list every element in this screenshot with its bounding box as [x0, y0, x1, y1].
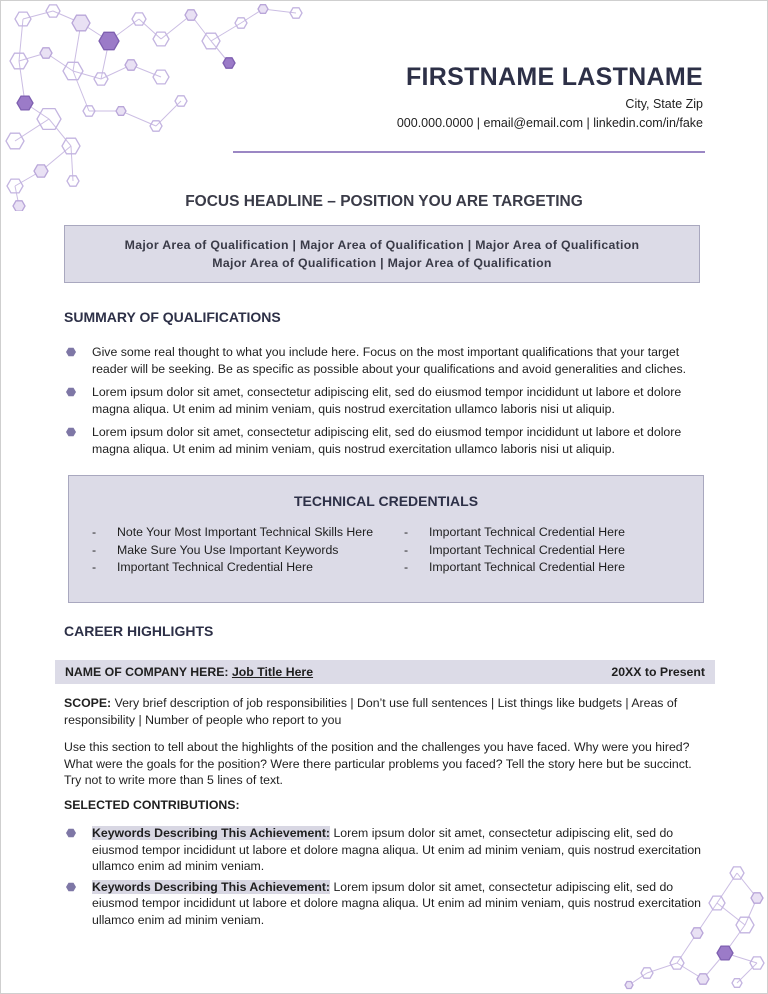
hexagon-shape — [40, 48, 52, 58]
dash-bullet: - — [404, 560, 409, 574]
summary-item — [64, 344, 704, 377]
career-title: CAREER HIGHLIGHTS — [64, 623, 214, 639]
technical-item — [404, 542, 625, 560]
hexagon-bullet-icon — [66, 427, 76, 437]
position-story: Use this section to tell about the highlights of the position and the challenges you have faced. Why were you hired? What were the goals for the position? Were there particular problems you faced? Tell the story here but be succinct. Try not to write more than 5 lines of text. — [64, 740, 692, 787]
scope-text: Very brief description of job responsibilities | Don’t use full sentences | List things like budgets | Areas of responsibility | Number of people who report to you — [64, 696, 678, 727]
contribution-keyword: Keywords Describing This Achievement: — [92, 826, 331, 840]
company-job-line — [65, 665, 313, 679]
technical-item — [404, 559, 625, 577]
technical-item-text: Important Technical Credential Here — [429, 542, 625, 557]
scope-paragraph — [64, 695, 706, 728]
summary-title: SUMMARY OF QUALIFICATIONS — [64, 309, 281, 325]
summary-item-text: Give some real thought to what you include here. Focus on the most important qualifications that your target reader will be seeking. Be as specific as possible about your qualifications and avoid generalities and cliches. — [92, 345, 687, 376]
summary-item-text: Lorem ipsum dolor sit amet, consectetur adipiscing elit, sed do eiusmod tempor incididunt ut labore et dolore magna aliqua. Ut enim ad minim veniam, quis nostrud exercitation ullamco laboris nisi ut aliquip. — [92, 385, 682, 416]
contribution-item — [64, 879, 704, 929]
candidate-name: FIRSTNAME LASTNAME — [405, 63, 703, 91]
qualifications-line-2: Major Area of Qualification | Major Area of Qualification — [212, 256, 552, 270]
dash-bullet: - — [404, 525, 409, 539]
dash-bullet: - — [92, 542, 97, 557]
hexagon-shape — [717, 946, 733, 960]
technical-item-text: Note Your Most Important Technical Skills Here — [117, 525, 374, 539]
hexagon-decoration-top-left — [1, 1, 311, 211]
hexagon-bullet-icon — [66, 347, 76, 357]
technical-title: TECHNICAL CREDENTIALS — [293, 493, 479, 509]
summary-item-text: Lorem ipsum dolor sit amet, consectetur adipiscing elit, sed do eiusmod tempor incididunt ut labore et dolore magna aliqua. Ut enim ad minim veniam, quis nostrud exercitation ullamco laboris nisi ut aliquip. — [92, 425, 682, 456]
technical-credentials-box — [68, 475, 704, 603]
summary-item — [64, 384, 704, 417]
qualifications-line-1: Major Area of Qualification | Major Area of Qualification | Major Area of Qualification — [124, 238, 640, 252]
hexagon-bullet-icon — [66, 882, 76, 892]
summary-list — [64, 344, 704, 464]
technical-item — [92, 542, 373, 560]
header-divider — [233, 151, 705, 153]
focus-headline: FOCUS HEADLINE – POSITION YOU ARE TARGETING — [185, 193, 583, 210]
contribution-text: Lorem ipsum dolor sit amet, consectetur adipiscing elit, sed do eiusmod tempor incididunt ut labore et dolore magna aliqua. Ut enim ad minim veniam, quis nostrud exercitation ullamco enim ad minim veniam. — [92, 826, 702, 873]
hexagon-shape — [258, 5, 268, 14]
selected-contributions-title: SELECTED CONTRIBUTIONS: — [64, 798, 240, 812]
hexagon-shape — [125, 60, 137, 70]
technical-item-text: Important Technical Credential Here — [429, 525, 625, 539]
hexagon-shape — [751, 893, 763, 903]
scope-label: SCOPE: — [64, 696, 112, 710]
technical-list-right — [404, 524, 625, 577]
technical-item-text: Make Sure You Use Important Keywords — [117, 542, 339, 557]
hexagon-bullet-icon — [66, 387, 76, 397]
hexagon-shape — [99, 32, 119, 49]
hexagon-shape — [116, 107, 126, 116]
hexagon-shape — [223, 58, 235, 68]
technical-item — [92, 559, 373, 577]
technical-item-text: Important Technical Credential Here — [117, 560, 313, 574]
summary-item — [64, 424, 704, 457]
company-bar — [55, 660, 715, 684]
hexagon-shape — [72, 15, 90, 31]
dash-bullet: - — [92, 525, 97, 539]
job-dates: 20XX to Present — [611, 665, 705, 679]
technical-item-text: Important Technical Credential Here — [429, 560, 625, 574]
qualifications-box — [64, 225, 700, 283]
hexagon-shape — [625, 982, 633, 989]
hexagon-shape — [34, 165, 48, 177]
technical-item — [404, 524, 625, 542]
hexagon-bullet-icon — [66, 828, 76, 838]
contact-details: 000.000.0000 | email@email.com | linkedin.com/in/fake — [396, 116, 703, 130]
hexagon-shape — [185, 10, 197, 20]
dash-bullet: - — [404, 542, 409, 557]
company-name: NAME OF COMPANY HERE: — [65, 665, 229, 679]
contribution-item — [64, 825, 704, 875]
job-title: Job Title Here — [231, 665, 314, 679]
technical-list-left — [92, 524, 373, 577]
hexagon-shape — [17, 96, 33, 110]
contribution-keyword: Keywords Describing This Achievement: — [92, 879, 331, 894]
dash-bullet: - — [92, 560, 97, 574]
contact-city: City, State Zip — [625, 97, 703, 111]
technical-item — [92, 524, 373, 542]
contributions-list — [64, 825, 704, 932]
hexagon-shape — [697, 974, 709, 984]
contribution-text: Lorem ipsum dolor sit amet, consectetur adipiscing elit, sed do eiusmod tempor incididunt ut labore et dolore magna aliqua. Ut enim ad minim veniam, quis nostrud exercitation ullamco enim ad minim veniam. — [92, 879, 702, 927]
